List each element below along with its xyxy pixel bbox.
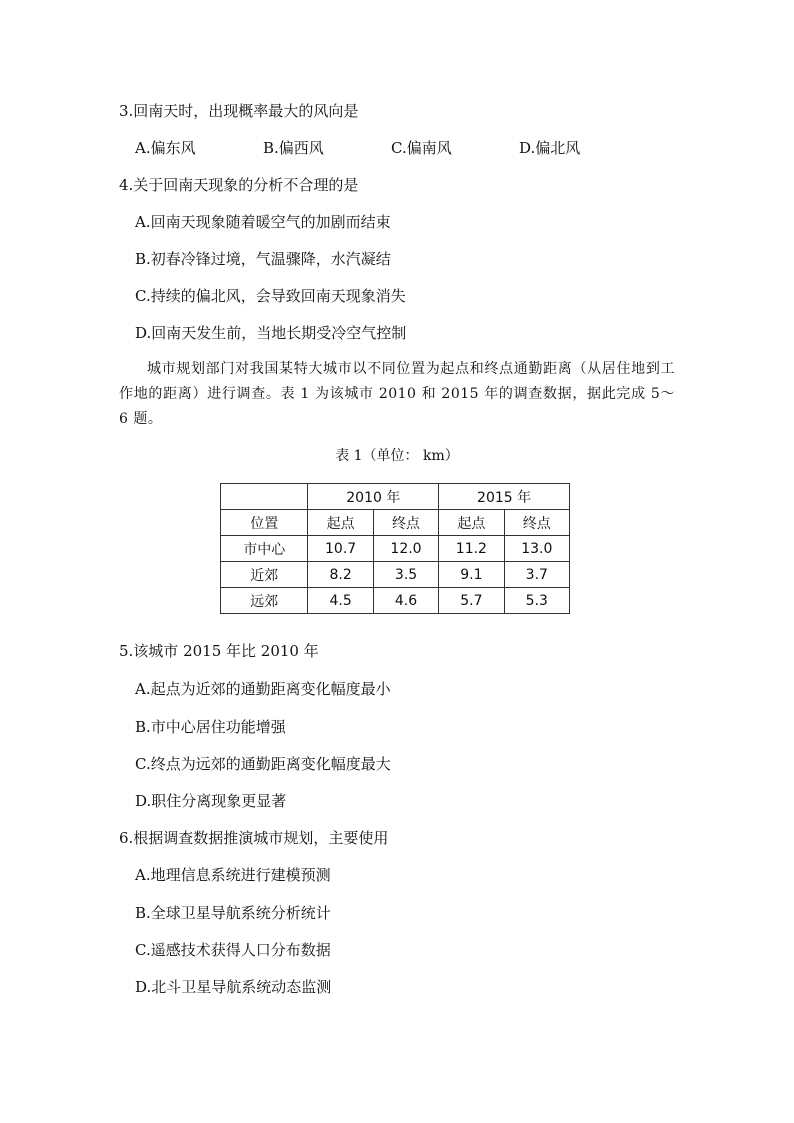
table-cell: 12.0 <box>373 536 438 562</box>
q4-option-b: B.初春冷锋过境，气温骤降，水汽凝结 <box>135 250 391 268</box>
row-location: 市中心 <box>221 536 308 562</box>
header-origin-2015: 起点 <box>439 510 504 536</box>
table-header-row <box>221 510 570 536</box>
q4-option-d: D.回南天发生前，当地长期受冷空气控制 <box>135 324 407 342</box>
table-row <box>221 536 570 562</box>
q5-option-b: B.市中心居住功能增强 <box>135 718 286 736</box>
q5-option-a: A.起点为近郊的通勤距离变化幅度最小 <box>135 680 391 698</box>
table-cell: 10.7 <box>308 536 373 562</box>
table-cell: 3.7 <box>504 562 569 588</box>
header-location: 位置 <box>221 510 308 536</box>
header-origin-2010: 起点 <box>308 510 373 536</box>
table-cell: 4.6 <box>373 588 438 614</box>
row-location: 远郊 <box>221 588 308 614</box>
table-cell: 5.3 <box>504 588 569 614</box>
year-2010-header: 2010 年 <box>308 484 439 510</box>
year-2015-header: 2015 年 <box>439 484 570 510</box>
q3-option-d: D.偏北风 <box>519 139 581 157</box>
table-cell: 8.2 <box>308 562 373 588</box>
table-cell: 4.5 <box>308 588 373 614</box>
header-destination-2010: 终点 <box>373 510 438 536</box>
table-cell: 3.5 <box>373 562 438 588</box>
table-cell: 13.0 <box>504 536 569 562</box>
question-5-stem: 5.该城市 2015 年比 2010 年 <box>119 642 319 660</box>
table-cell: 9.1 <box>439 562 504 588</box>
table-corner-cell <box>221 484 308 510</box>
commute-table <box>220 483 570 614</box>
table-year-row <box>221 484 570 510</box>
q6-option-c: C.遥感技术获得人口分布数据 <box>135 941 331 959</box>
q6-option-d: D.北斗卫星导航系统动态监测 <box>135 978 332 996</box>
q3-option-c: C.偏南风 <box>391 139 452 157</box>
table-cell: 5.7 <box>439 588 504 614</box>
passage-intro: 城市规划部门对我国某特大城市以不同位置为起点和终点通勤距离（从居住地到工作地的距离）进行调查。表 1 为该城市 2010 和 2015 年的调查数据，据此完成 5～6 题。 <box>119 361 675 427</box>
table-row <box>221 588 570 614</box>
q5-option-d: D.职住分离现象更显著 <box>135 792 287 810</box>
q4-option-c: C.持续的偏北风，会导致回南天现象消失 <box>135 287 406 305</box>
header-destination-2015: 终点 <box>504 510 569 536</box>
question-3-stem: 3.回南天时，出现概率最大的风向是 <box>119 102 359 120</box>
question-6-stem: 6.根据调查数据推演城市规划，主要使用 <box>119 829 389 847</box>
q3-option-b: B.偏西风 <box>263 139 324 157</box>
q3-option-a: A.偏东风 <box>135 139 196 157</box>
q6-option-b: B.全球卫星导航系统分析统计 <box>135 904 331 922</box>
q4-option-a: A.回南天现象随着暖空气的加剧而结束 <box>135 213 391 231</box>
q5-option-c: C.终点为远郊的通勤距离变化幅度最大 <box>135 755 391 773</box>
table-caption: 表 1（单位： km） <box>335 448 459 464</box>
q6-option-a: A.地理信息系统进行建模预测 <box>135 866 331 884</box>
table-cell: 11.2 <box>439 536 504 562</box>
table-row <box>221 562 570 588</box>
question-4-stem: 4.关于回南天现象的分析不合理的是 <box>119 176 359 194</box>
row-location: 近郊 <box>221 562 308 588</box>
